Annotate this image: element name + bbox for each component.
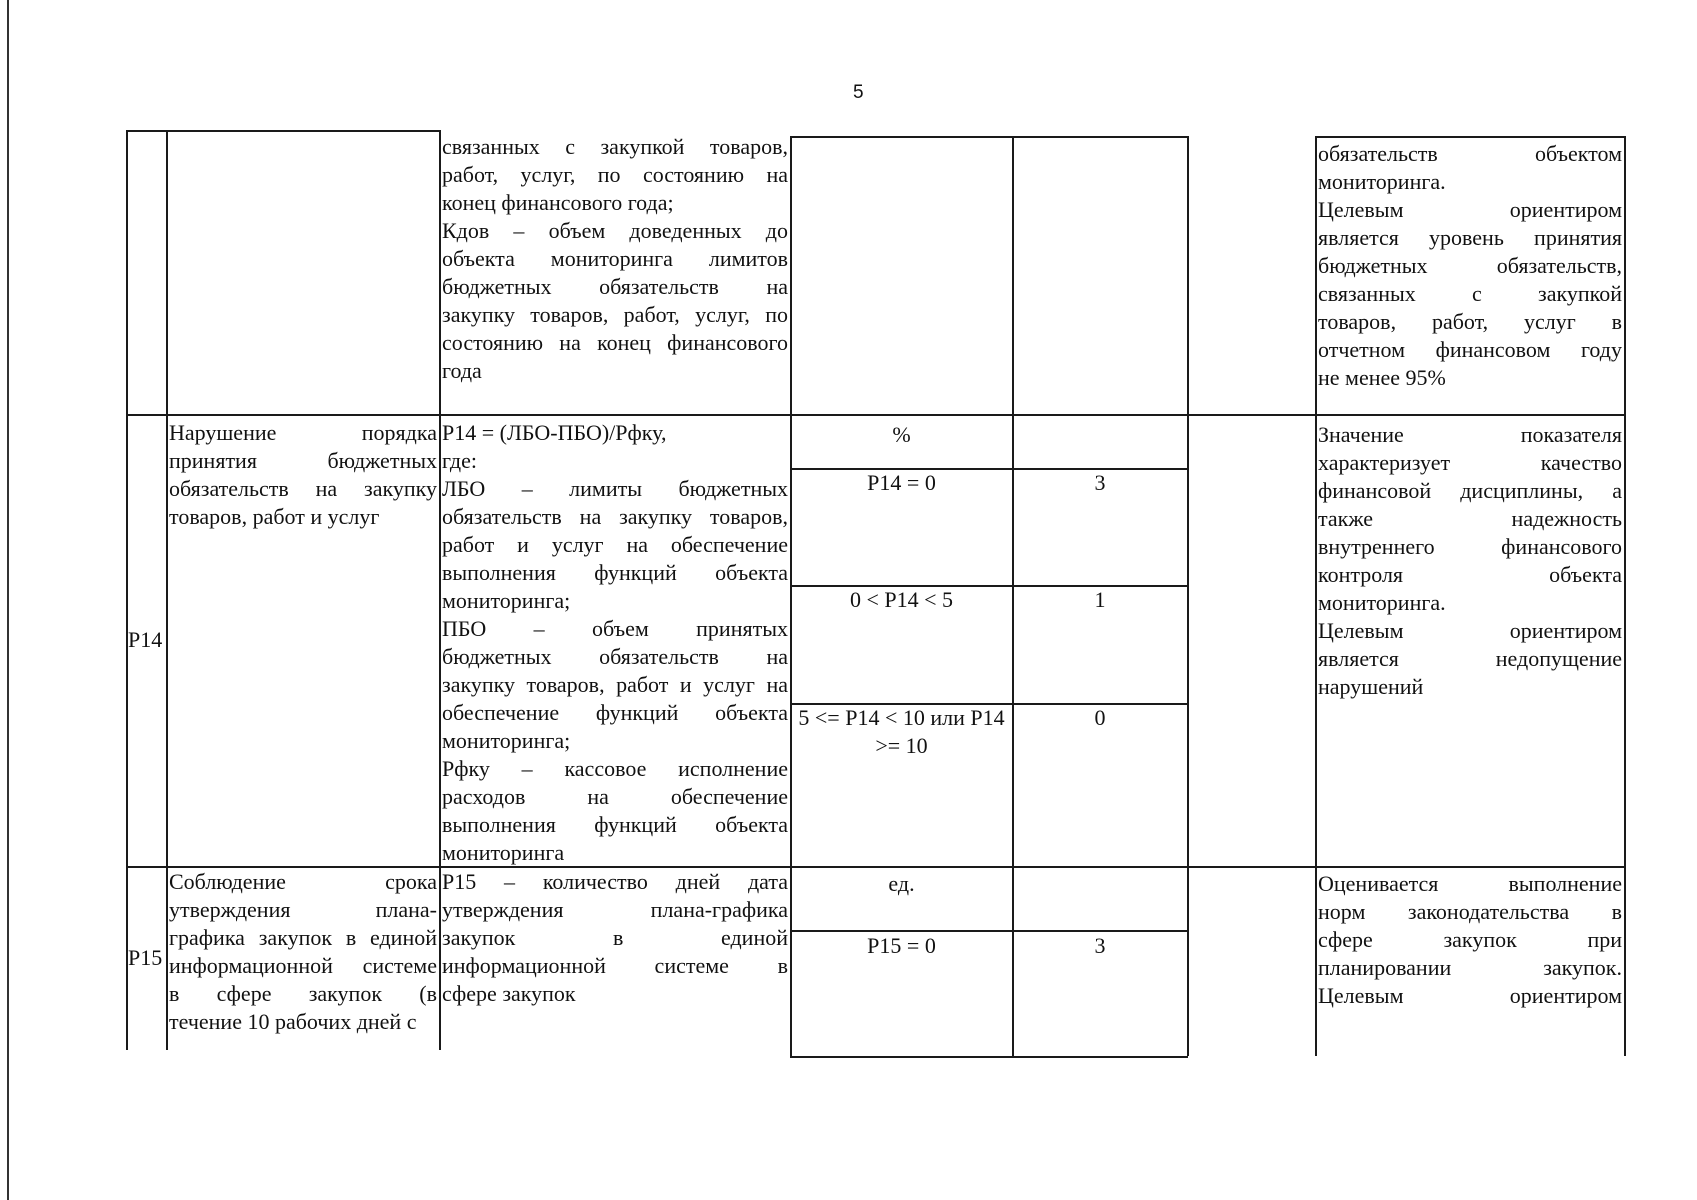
row1-formula: связанных с закупкой товаров, работ, услуг, по состоянию на конец финансового года; Кдов – объем доведенных до объекта мониторинга лимитов бюджетных обязательств на закупку товаров, работ, услуг, по состоянию на конец финансового года bbox=[442, 134, 788, 383]
row-p14-cond-2: 0 < P14 < 5 bbox=[849, 587, 954, 612]
row-p14-name: Нарушение порядка принятия бюджетных обязательств на закупку товаров, работ и услуг bbox=[169, 420, 437, 529]
page-number: 5 bbox=[853, 82, 864, 103]
row-p14-score-3: 0 bbox=[1094, 705, 1106, 730]
row-p15-score-1: 3 bbox=[1094, 933, 1106, 958]
row-p15-formula: P15 – количество дней дата утверждения плана-графика закупок в единой информационной системе в сфере закупок bbox=[442, 869, 788, 1006]
row-p14-score-2: 1 bbox=[1094, 587, 1106, 612]
row-p14-score-1: 3 bbox=[1094, 470, 1106, 495]
row-code-p14: P14 bbox=[128, 627, 163, 652]
row-p14-unit: % bbox=[892, 422, 911, 447]
row-p15-unit: ед. bbox=[888, 871, 915, 896]
row-code-p15: P15 bbox=[128, 945, 163, 970]
row-p14-comment: Значение показателя характеризует качество финансовой дисциплины, а также надежность внутреннего финансового контроля объекта мониторинга. Целевым ориентиром является недопущение нарушений bbox=[1318, 422, 1622, 699]
row-p14-cond-1: P14 = 0 bbox=[867, 470, 936, 495]
row-p14-formula: P14 = (ЛБО-ПБО)/Рфку, где: ЛБО – лимиты бюджетных обязательств на закупку товаров, работ и услуг на обеспечение выполнения функций объекта мониторинга; ПБО – объем принятых бюджетных обязательств на закупку товаров, работ и услуг на обеспечение функций объекта мониторинга; Рфку – кассовое исполнение расходов на обеспечение выполнения функций объекта мониторинга bbox=[442, 420, 788, 865]
scan-edge-line bbox=[7, 0, 9, 1200]
row-p15-comment: Оценивается выполнение норм законодательства в сфере закупок при планировании закупок. Целевым ориентиром bbox=[1318, 871, 1622, 1008]
row1-comment: обязательств объектом мониторинга. Целевым ориентиром является уровень принятия бюджетных обязательств, связанных с закупкой товаров, работ, услуг в отчетном финансовом году не менее 95% bbox=[1318, 141, 1622, 390]
row-p15-name: Соблюдение срока утверждения плана- графика закупок в единой информационной системе в сфере закупок (в течение 10 рабочих дней с bbox=[169, 869, 437, 1034]
row-p14-cond-3: 5 <= P14 < 10 или P14 >= 10 bbox=[798, 705, 1005, 758]
row-p15-cond-1: P15 = 0 bbox=[867, 933, 936, 958]
